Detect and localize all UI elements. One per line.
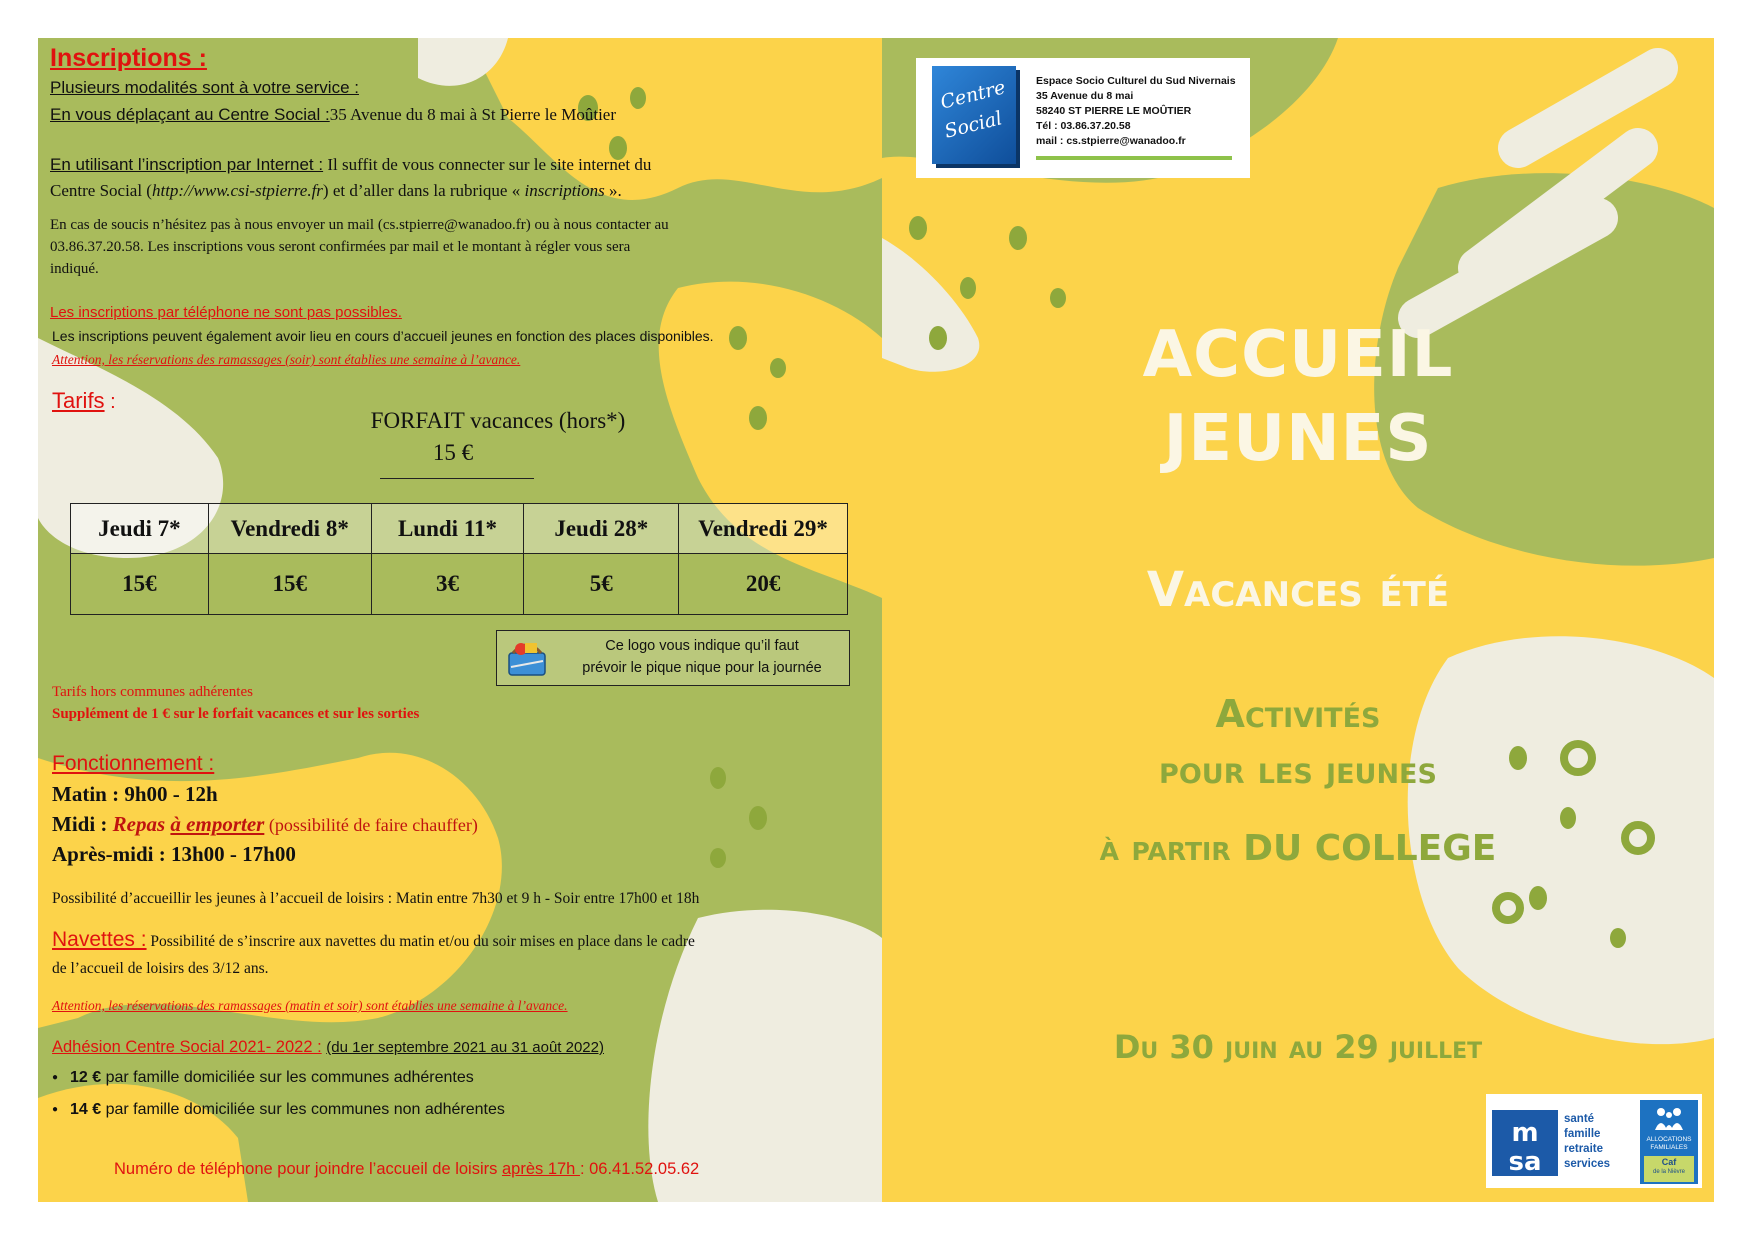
logo-brand-1: Centre [938, 76, 1008, 114]
horaire-matin: Matin : 9h00 - 12h [52, 782, 218, 806]
attention-soir: Attention, les réservations des ramassages (soir) sont établies une semaine à l’avance. [52, 352, 521, 367]
price-table-days-row [71, 504, 848, 554]
internet-text-4: ». [604, 181, 622, 200]
price-cell: 15€ [208, 554, 371, 615]
accueil-note: Les inscriptions peuvent également avoir lieu en cours d’accueil jeunes en fonction des places disponibles. [52, 328, 714, 344]
deplacant-text: 35 Avenue du 8 mai à St Pierre le Moûtier [329, 105, 616, 124]
adhesion-list [52, 1062, 505, 1126]
msa-logo [1492, 1110, 1558, 1176]
inscriptions-title: Inscriptions : [50, 44, 207, 72]
logo-note-text [557, 635, 847, 679]
adhesion-text: par famille domiciliée sur les communes non adhérentes [101, 1101, 505, 1118]
activites-line-2: pour les jeunes [1159, 748, 1437, 792]
adhesion-item [52, 1062, 505, 1094]
forfait-label: FORFAIT vacances (hors*) [370, 408, 626, 433]
supplement: Supplément de 1 € sur le forfait vacances et sur les sorties [52, 706, 420, 722]
midi-note: (possibilité de faire chauffer) [264, 815, 478, 835]
day-cell: Vendredi 29* [679, 504, 848, 554]
title-accueil: ACCUEIL [1142, 318, 1454, 392]
subtitle-vacances: Vacances été [1146, 562, 1450, 618]
forfait-price: 15 € [432, 440, 474, 465]
centre-social-logo [932, 66, 1016, 164]
logo-tel: Tél : 03.86.37.20.58 [1036, 120, 1131, 132]
deplacant-label: En vous déplaçant au Centre Social : [50, 105, 330, 124]
caf-line-2: FAMILIALES [1650, 1144, 1688, 1151]
day-cell: Jeudi 7* [71, 504, 209, 554]
activites-line-1: Activités [1215, 692, 1381, 736]
day-cell: Jeudi 28* [524, 504, 679, 554]
caf-line-3: Caf [1661, 1157, 1677, 1167]
logo-org-name: Espace Socio Culturel du Sud Nivernais [1036, 75, 1236, 87]
navettes-line-1 [52, 928, 695, 952]
logo-mail: mail : cs.stpierre@wanadoo.fr [1036, 135, 1186, 147]
msa-line-1: santé [1564, 1113, 1595, 1125]
adhesion-period: (du 1er septembre 2021 au 31 août 2022) [326, 1039, 604, 1056]
adhesion-amount: 12 € [70, 1069, 102, 1086]
price-table-prices-row [71, 554, 848, 615]
logo-note-line-1: Ce logo vous indique qu’il faut [605, 638, 799, 654]
title-jeunes: JEUNES [1163, 402, 1433, 476]
midi-repas: Repas [112, 812, 171, 836]
day-cell: Lundi 11* [371, 504, 524, 554]
deplacant-line [50, 102, 616, 128]
msa-mark-icon [1492, 1110, 1558, 1176]
internet-url: http://www.csi-stpierre.fr [151, 181, 323, 200]
logo-brand-2: Social [942, 107, 1005, 143]
telephone-warning: Les inscriptions par téléphone ne sont pas possibles. [50, 304, 402, 321]
internet-text-3: ) et d’aller dans la rubrique « [322, 181, 525, 200]
horaire-apres-midi: Après-midi : 13h00 - 17h00 [52, 842, 296, 866]
svg-text:sa: sa [1508, 1147, 1542, 1176]
msa-line-4: services [1564, 1158, 1611, 1170]
phone-line [114, 1160, 699, 1179]
partner-logos [1486, 1094, 1702, 1188]
msa-line-2: famille [1564, 1128, 1601, 1140]
price-cell: 15€ [71, 554, 209, 615]
navettes-title: Navettes : [52, 928, 147, 951]
right-panel [882, 38, 1714, 1202]
horaire-midi [52, 812, 478, 837]
tarifs-title: Tarifs [52, 388, 105, 413]
logo-note-line-2: prévoir le pique nique pour la journée [582, 660, 822, 676]
navettes-attention: Attention, les réservations des ramassages (matin et soir) sont établies une semaine à l’avance. [52, 998, 568, 1013]
adhesion-text: par famille domiciliée sur les communes adhérentes [101, 1069, 474, 1086]
midi-emporter: à emporter [170, 812, 265, 836]
adhesion-heading [52, 1038, 604, 1057]
internet-line-2 [50, 178, 622, 204]
svg-text:m: m [1511, 1118, 1539, 1148]
modalites-text: Plusieurs modalités sont à votre service : [50, 78, 359, 97]
left-panel [38, 38, 882, 1202]
adhesion-title: Adhésion Centre Social 2021- 2022 : [52, 1038, 322, 1056]
price-cell: 5€ [524, 554, 679, 615]
phone-number: : 06.41.52.05.62 [579, 1160, 700, 1178]
msa-line-3: retraite [1564, 1143, 1603, 1155]
picnic-logo-note [496, 630, 850, 686]
internet-line-1 [50, 152, 651, 178]
caf-logo [1640, 1100, 1698, 1184]
tarifs-colon: : [104, 391, 116, 413]
fonctionnement-title: Fonctionnement : [52, 752, 215, 775]
midi-label: Midi : [52, 812, 113, 836]
price-table [70, 503, 848, 615]
phone-after: après 17h [501, 1160, 580, 1178]
price-cell: 20€ [679, 554, 848, 615]
navettes-line-2: de l’accueil de loisirs des 3/12 ans. [52, 960, 269, 977]
picnic-basket-icon [505, 637, 549, 679]
souci-line-2: 03.86.37.20.58. Les inscriptions vous seront confirmées par mail et le montant à régler vous sera [50, 239, 631, 255]
caf-line-4: de la Nièvre [1652, 1169, 1685, 1175]
souci-line-3: indiqué. [50, 261, 99, 277]
price-cell: 3€ [371, 554, 524, 615]
phone-label: Numéro de téléphone pour joindre l’accueil de loisirs [114, 1160, 502, 1178]
navettes-text-1: Possibilité de s’inscrire aux navettes du matin et/ou du soir mises en place dans le cadre [146, 933, 695, 950]
logo-address-2: 58240 ST PIERRE LE MOÛTIER [1036, 105, 1192, 117]
adhesion-item [52, 1094, 505, 1126]
dates: Du 30 juin au 29 juillet [1113, 1028, 1483, 1066]
brochure-sheet [38, 38, 1714, 1202]
internet-text-2: Centre Social ( [50, 181, 152, 200]
logo-contact [1036, 74, 1236, 149]
caf-labels [1640, 1136, 1698, 1152]
adhesion-amount: 14 € [70, 1101, 102, 1118]
caf-badge [1644, 1156, 1694, 1182]
logo-address-1: 35 Avenue du 8 mai [1036, 90, 1134, 102]
day-cell: Vendredi 8* [208, 504, 371, 554]
hors-communes: Tarifs hors communes adhérentes [52, 684, 253, 700]
internet-label: En utilisant l’inscription par Internet : [50, 155, 324, 174]
tarifs-heading [52, 388, 116, 414]
caf-family-icon [1652, 1106, 1686, 1132]
caf-line-1: ALLOCATIONS [1646, 1136, 1692, 1143]
activites-line-3: à partir DU COLLEGE [1099, 828, 1497, 869]
possibilite-accueil: Possibilité d’accueillir les jeunes à l’accueil de loisirs : Matin entre 7h30 et 9 h - Soir entre 17h00 et 18h [52, 890, 700, 907]
internet-text-1: Il suffit de vous connecter sur le site internet du [323, 155, 652, 174]
logo-green-rule [1036, 156, 1232, 160]
internet-rubrique: inscriptions [524, 181, 605, 200]
forfait-divider [380, 478, 534, 479]
msa-tagline [1564, 1112, 1610, 1172]
souci-line-1: En cas de soucis n’hésitez pas à nous envoyer un mail (cs.stpierre@wanadoo.fr) ou à nous contacter au [50, 217, 669, 233]
centre-social-logo-card [916, 58, 1250, 178]
